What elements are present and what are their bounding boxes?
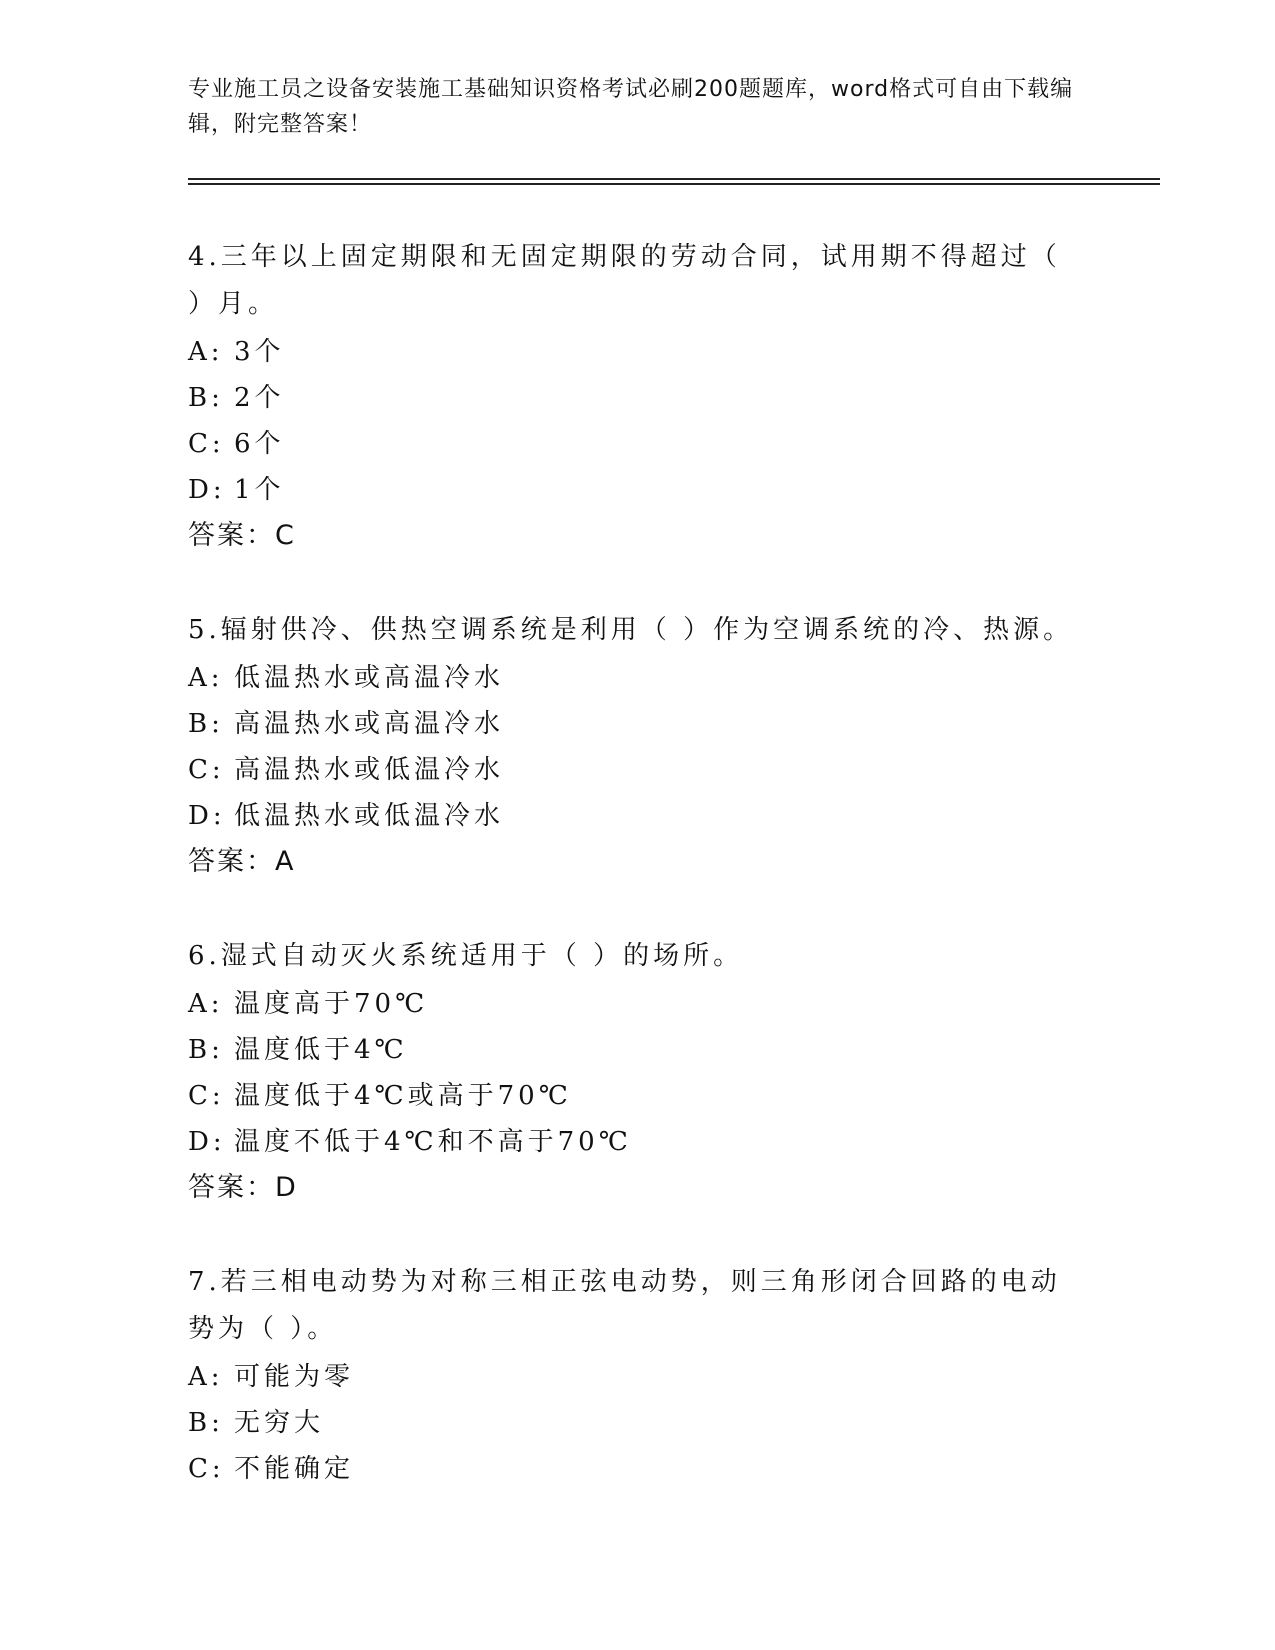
option-key: A: [188,337,224,367]
option-key: D: [188,475,226,505]
option-text: 温度高于70℃ [234,989,429,1019]
option-key: B: [188,1408,224,1438]
option-text: 6个 [234,429,285,459]
option-text: 不能确定 [234,1454,355,1484]
option-text: 低温热水或低温冷水 [234,801,505,831]
option-d [188,467,1088,513]
option-text: 可能为零 [234,1362,355,1392]
option-b [188,701,1088,747]
option-text: 低温热水或高温冷水 [234,663,505,693]
question-stem: 5.辐射供冷、供热空调系统是利用（ ）作为空调系统的冷、热源。 [188,615,1074,645]
option-a [188,655,1088,701]
question-5 [188,607,1088,885]
option-a [188,981,1088,1027]
option-key: D: [188,801,226,831]
option-text: 温度低于4℃或高于70℃ [234,1081,572,1111]
option-key: A: [188,989,224,1019]
option-key: C: [188,1454,225,1484]
option-text: 无穷大 [234,1408,325,1438]
option-c [188,421,1088,467]
option-key: C: [188,755,225,785]
option-d [188,1119,1088,1165]
option-c [188,747,1088,793]
option-text: 1个 [234,475,285,505]
option-text: 高温热水或高温冷水 [234,709,505,739]
question-stem: 7.若三相电动势为对称三相正弦电动势，则三角形闭合回路的电动势为（ ）。 [188,1267,1061,1344]
header-divider-top [188,178,1160,180]
question-7 [188,1259,1088,1492]
option-a [188,329,1088,375]
document-header: 专业施工员之设备安装施工基础知识资格考试必刷200题题库，word格式可自由下载编辑，附完整答案！ [188,77,1074,137]
question-stem: 6.湿式自动灭火系统适用于（ ）的场所。 [188,941,744,971]
option-b [188,375,1088,421]
option-key: B: [188,383,224,413]
option-a [188,1354,1088,1400]
question-4 [188,234,1088,559]
option-text: 温度低于4℃ [234,1035,408,1065]
option-key: C: [188,1081,225,1111]
answer-line: 答案：C [188,520,296,551]
option-text: 2个 [234,383,285,413]
option-text: 高温热水或低温冷水 [234,755,505,785]
option-key: A: [188,1362,224,1392]
option-key: B: [188,1035,224,1065]
option-c [188,1073,1088,1119]
question-6 [188,933,1088,1211]
option-b [188,1027,1088,1073]
answer-line: 答案：D [188,1172,298,1203]
header-divider-bottom [188,183,1160,185]
option-text: 温度不低于4℃和不高于70℃ [234,1127,632,1157]
question-stem: 4.三年以上固定期限和无固定期限的劳动合同，试用期不得超过（ ）月。 [188,242,1061,319]
option-key: A: [188,663,224,693]
option-text: 3个 [234,337,285,367]
option-c [188,1446,1088,1492]
option-key: C: [188,429,225,459]
answer-line: 答案：A [188,846,296,877]
option-d [188,793,1088,839]
question-list [188,234,1088,1540]
option-key: B: [188,709,224,739]
option-b [188,1400,1088,1446]
option-key: D: [188,1127,226,1157]
